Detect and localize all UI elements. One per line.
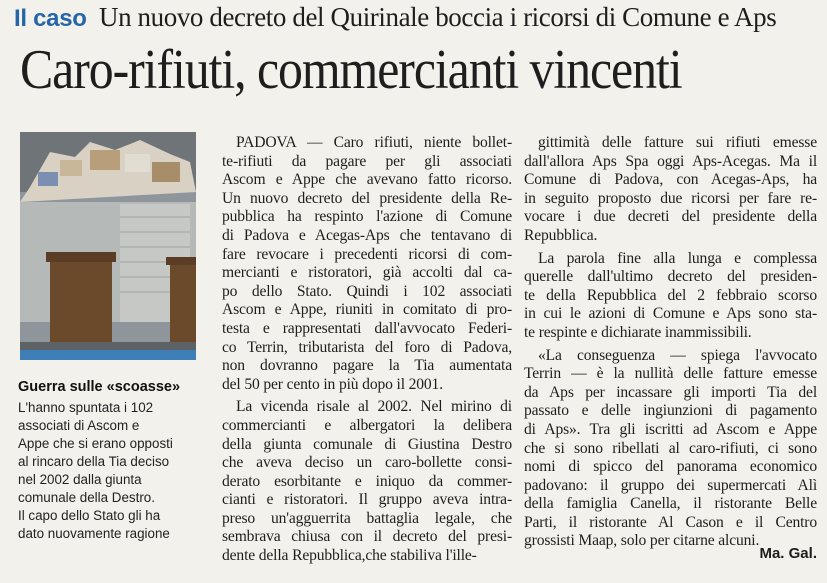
article-line: dente della Repubblica,che stabiliva l'ille- [222, 547, 477, 565]
article-column-2 [524, 134, 817, 551]
article-line: in cui le azioni di Comune e Aps sono sta- [524, 305, 817, 323]
article-line: della famiglia Canella, il ristorante Belle [524, 495, 817, 513]
article-line: da Aps per incassare gli importi Tia del [524, 383, 817, 401]
kicker-tag: Il caso [14, 5, 87, 32]
article-line: Terrin — è la nullità delle fatture emesse [524, 365, 817, 383]
article-column-1 [222, 134, 512, 566]
article-line: che si sono ribellati al caro-rifiuti, ci sono [524, 439, 817, 457]
article-line: della giunta comunale di Giustina Destro [222, 435, 512, 453]
article-line: sembrava chiusa con il decreto del presi- [222, 528, 512, 546]
article-line: vocare i due decreti del presidente della [524, 208, 817, 226]
author-signature: Ma. Gal. [759, 545, 817, 562]
kicker [14, 2, 820, 34]
caption-line: al rincaro della Tia deciso [18, 454, 170, 469]
article-line: testa e rappresentati dall'avvocato Federi- [222, 319, 512, 337]
article-line: derato esorbitante e iniquo da commer- [222, 472, 512, 490]
article-line: mercianti e ristoratori, già accolti dal ca- [222, 264, 512, 282]
article-line: gittimità delle fatture sui rifiuti emesse [538, 134, 817, 151]
photo-caption [18, 399, 200, 543]
article-line: co Terrin, tributarista del foro di Padova, [222, 338, 512, 356]
article-line: pubblica ha respinto l'azione di Comune [222, 208, 512, 226]
article-line: Repubblica. [524, 226, 598, 244]
article-line: Ascom e Appe, riuniti in comitato di pro- [222, 301, 512, 319]
article-line: La vicenda risale al 2002. Nel mirino di [236, 398, 512, 416]
article-line: fare revocare i precedenti ricorsi di com- [222, 245, 512, 263]
article-line: cianti e ristoratori. Il gruppo aveva intra- [222, 491, 512, 509]
article-line: passato e delle ingiunzioni di pagamento [524, 402, 817, 420]
article-line: Parti, il ristorante Al Cason e il Centro [524, 513, 817, 531]
article-line: te della Repubblica del 2 febbraio scorso [524, 286, 817, 304]
article-line: PADOVA — Caro rifiuti, niente bollet- [236, 134, 512, 151]
article-line: del 50 per cento in più dopo il 2001. [222, 375, 443, 393]
article-line: querelle dall'ultimo decreto del presiden- [524, 268, 817, 286]
caption-line: Il capo dello Stato gli ha [18, 508, 161, 523]
article-line: po dello Stato. Quindi i 102 associati [222, 282, 512, 300]
caption-title: Guerra sulle «scoasse» [18, 379, 181, 395]
article-line: di Aps». Tra gli iscritti ad Ascom e Appe [524, 420, 817, 438]
article-line: di Padova e Acegas-Aps che tentavano di [222, 226, 512, 244]
article-line: padovano: il gruppo dei supermercati Alì [524, 476, 817, 494]
headline: Caro-rifiuti, commercianti vincenti [20, 39, 682, 101]
article-line: La parola fine alla lunga e complessa [538, 249, 817, 267]
caption-line: comunale della Destro. [18, 490, 155, 505]
article-line: che aveva deciso un caro-bollette consi- [222, 454, 512, 472]
article-line: dall'allora Aps Spa oggi Aps-Acegas. Ma il [524, 152, 817, 170]
article-line: grossisti Maap, solo per citarne alcuni. [524, 532, 760, 550]
kicker-text: Un nuovo decreto del Quirinale boccia i ricorsi di Comune e Aps [98, 2, 777, 32]
article-line: «La conseguenza — spiega l'avvocato [538, 346, 817, 364]
article-line: Ascom e Appe che avevano fatto ricorso. [222, 171, 512, 189]
article-line: in seguito proposto due ricorsi per fare re- [524, 189, 817, 207]
garbage-bins-photo-icon [20, 132, 196, 360]
article-line: Comune di Padova, con Acegas-Aps, ha [524, 171, 817, 189]
article-line: te-rifiuti da pagare per gli associati [222, 152, 512, 170]
caption-line: L'hanno spuntata i 102 [18, 400, 154, 415]
caption-line: dato nuovamente ragione [18, 526, 170, 541]
article-line: non dovranno pagare la Tia aumentata [222, 357, 512, 375]
article-line: preso un'agguerrita battaglia legale, che [222, 509, 512, 527]
article-line: commercianti e albergatori la delibera [222, 416, 512, 434]
article-line: Un nuovo decreto del presidente della Re- [222, 189, 512, 207]
caption-line: Appe che si erano opposti [18, 436, 173, 451]
article-line: te respinte e dichiarate inammissibili. [524, 323, 752, 341]
article-line: nomi di spicco del panorama economico [524, 458, 817, 476]
article-photo [20, 132, 196, 360]
caption-line: nel 2002 dalla giunta [18, 472, 142, 487]
caption-line: associati di Ascom e [18, 418, 140, 433]
